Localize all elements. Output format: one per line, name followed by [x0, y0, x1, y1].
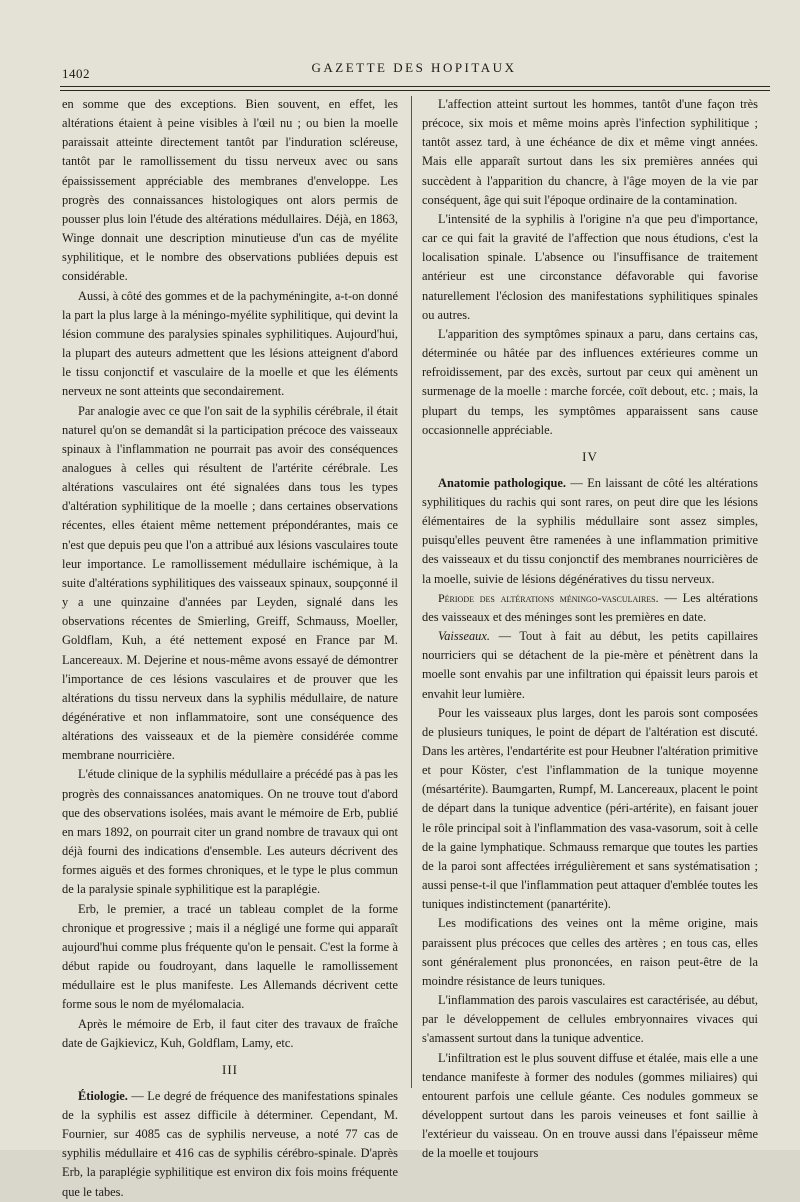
section-number: IV [582, 448, 598, 464]
paragraph-text: — Les altérations des vaisseaux et des méninges sont les premières en date. [422, 590, 758, 624]
page-header [58, 58, 770, 84]
section-heading: Étiologie. [78, 1088, 128, 1103]
journal-title: GAZETTE DES HOPITAUX [311, 60, 517, 75]
paragraph: en somme que des exceptions. Bien souvent, en effet, les altérations étaient à peine visibles à l'œil nu ; ou bien la moelle paraissait atteinte directement tantôt par l'induration scléreuse, tantôt par le ramollissement du tissu nerveux avec ou sans épaississement appréciable des membranes d'enveloppe. Les progrès des connaissances histologiques ont alors permis de pousser plus loin l'étude des altérations médullaires. Déjà, en 1863, Winge donnait une description minutieuse d'un cas de myélite syphilitique, et le nombre des observations publiées depuis est considérable. [62, 97, 398, 284]
paragraph: L'infiltration est le plus souvent diffuse et étalée, mais elle a une tendance manifeste à former des nodules (gommes miliaires) qui entourent parfois une cellule géante. Ces nodules gommeux se développent surtout dans les parois veineuses et font saillie à l'extérieur du vaisseau. On en trouve aussi dans l'épaisseur même de la moelle et toujours [422, 1050, 758, 1161]
paragraph: L'étude clinique de la syphilis médullaire a précédé pas à pas les progrès des connaissances anatomiques. On ne trouve tout d'abord que des observations isolées, mais avant le mémoire de Erb, publié en mars 1892, on pourrait citer un grand nombre de travaux qui ont déjà fourni des indications d'ensemble. Les auteurs décrivent des formes aiguës et des formes chroniques, et le type le plus commun de la paralysie spinale syphilitique est la paraplégie. [62, 767, 398, 897]
header-rule [60, 86, 770, 87]
section-heading: Anatomie pathologique. [438, 475, 566, 490]
paragraph: L'inflammation des parois vasculaires est caractérisée, au début, par le développement de cellules embryonnaires vivaces qui s'amassent surtout dans la tunique adventice. [422, 993, 758, 1046]
section-number: III [222, 1061, 238, 1077]
paragraph [62, 1087, 398, 1202]
paragraph [422, 474, 758, 589]
paragraph-text: — Le degré de fréquence des manifestations spinales de la syphilis est assez difficile à déterminer. Cependant, M. Fournier, sur 4085 cas de syphilis nerveuse, a noté 77 cas de syphilis médullaire et 416 cas de syphilis cérébro-spinale. D'après Erb, la paraplégie syphilitique est environ dix fois moins fréquente que le tabes. [62, 1088, 398, 1199]
paragraph: L'intensité de la syphilis à l'origine n'a que peu d'importance, car ce qui fait la gravité de l'affection que nous étudions, c'est la localisation spinale. L'absence ou l'insuffisance de traitement antérieur est une circonstance défavorable qui favorise naturellement l'éclosion des manifestations syphilitiques spinales ou autres. [422, 211, 758, 322]
paragraph: Après le mémoire de Erb, il faut citer des travaux de fraîche date de Gajkievicz, Kuh, Goldflam, Lamy, etc. [62, 1016, 398, 1050]
paragraph: Pour les vaisseaux plus larges, dont les parois sont composées de plusieurs tuniques, le point de départ de l'altération est discuté. Dans les artères, l'endartérite est pour Heubner l'altération primitive et pour Köster, c'est l'inflammation de la tunique moyenne (mésartérite). Baumgarten, Rumpf, M. Lancereaux, placent le point de départ dans la tunique adventice (péri-artérite), en faisant jouer le rôle principal soit à l'inflammation des vasa-vasorum, soit à celle de la gaine lymphatique. Schmauss remarque que toutes les parties de la paroi sont affectées irrégulièrement et sans systématisation ; aussi pense-t-il que l'inflammation peut attaquer d'emblée toutes les tuniques indistinctement (panartérite). [422, 705, 758, 912]
paragraph: Les modifications des veines ont la même origine, mais paraissent plus précoces que celles des artères ; en tous cas, elles sont généralement plus prononcées, en raison peut-être de la moindre résistance de leurs tuniques. [422, 916, 758, 988]
subsection-heading: Période des altérations méningo-vasculaires. [438, 590, 659, 605]
paragraph: L'affection atteint surtout les hommes, tantôt d'une façon très précoce, six mois et même moins après l'infection syphilitique ; tantôt assez tard, à une échéance de dix et même vingt années. Mais elle apparaît surtout dans les six premières années qui succèdent à l'apparition du chancre, à l'âge moyen de la vie par conséquent, âge qui suit l'époque ordinaire de la contamination. [422, 97, 758, 207]
right-column [422, 95, 758, 1163]
paragraph [422, 589, 758, 627]
page-number: 1402 [62, 66, 90, 81]
subsection-heading: Vaisseaux. [438, 629, 490, 644]
column-divider [411, 96, 412, 1088]
paragraph-text: — En laissant de côté les altérations syphilitiques du rachis qui sont rares, on peut dire que les lésions élémentaires de la syphilis médullaire sont assez simples, puisqu'elles peuvent être ramenées à une inflammation primitive des vaisseaux et du tissu conjonctif des membranes nourricières de la moelle, suivie de lésions dégénératives du tissu nerveux. [422, 475, 758, 586]
paragraph [422, 627, 758, 704]
paragraph: Erb, le premier, a tracé un tableau complet de la forme chronique et progressive ; mais il a négligé une forme qui apparaît aujourd'hui comme plus fréquente qu'on le pensait. C'est la forme à début rapide ou foudroyant, dans laquelle le ramollissement médullaire est le plus manifeste. Les Allemands décrivent cette forme sous le nom de myélomalacia. [62, 901, 398, 1012]
left-column [62, 95, 398, 1202]
paragraph-text: — Tout à fait au début, les petits capillaires nourriciers qui se détachent de la pie-mère et pénètrent dans la moelle sont envahis par une infiltration qui épaissit leurs parois et envahit leur lumière. [422, 629, 758, 701]
paragraph: Par analogie avec ce que l'on sait de la syphilis cérébrale, il était naturel qu'on se demandât si la participation précoce des vaisseaux spinaux à l'inflammation ne pourrait pas avoir des conséquences analogues à celles qui résultent de l'artérite cérébrale. Les altérations vasculaires ont été signalées dans tous les types d'altération syphilitique de la moelle ; dans certaines observations récentes, elles étaient même nettement prépondérantes, mais ce n'est que depuis peu que l'on a attribué aux lésions vasculaires toute leur importance. Le ramollissement médullaire ischémique, à la suite d'altérations syphilitiques des vaisseaux spinaux, soupçonné il y a une quinzaine d'années par Leyden, signalé dans les observations récentes de Smierling, Greiff, Schmauss, Moeller, Goldflam, Kuh, a été nettement exposé en France par M. Lancereaux. M. Dejerine et nous-même avons essayé de démontrer l'importance de ces lésions vasculaires et de prouver que les altérations du tissu nerveux dans la syphilis médullaire, de nature dégénérative et non inflammatoire, sont une conséquence des altérations des vaisseaux et de la piemère considérée comme membrane nourricière. [62, 403, 398, 763]
paragraph: Aussi, à côté des gommes et de la pachyméningite, a-t-on donné la part la plus large à la méningo-myélite syphilitique, qui devint la lésion commune des paralysies spinales syphilitiques. Aujourd'hui, la plupart des auteurs admettent que les lésions atteignent d'abord le tissu conjonctif et vasculaire de la moelle et que les éléments nerveux ne sont atteints que secondairement. [62, 288, 398, 399]
header-rule-thin [60, 90, 770, 91]
paragraph: L'apparition des symptômes spinaux a paru, dans certains cas, déterminée ou hâtée par des influences extérieures comme un refroidissement, par des excès, surtout par ceux qui amènent un surmenage de la moelle : marche forcée, coït debout, etc. ; mais, la plupart du temps, les symptômes apparaissent sans cause occasionnelle appréciable. [422, 326, 758, 437]
